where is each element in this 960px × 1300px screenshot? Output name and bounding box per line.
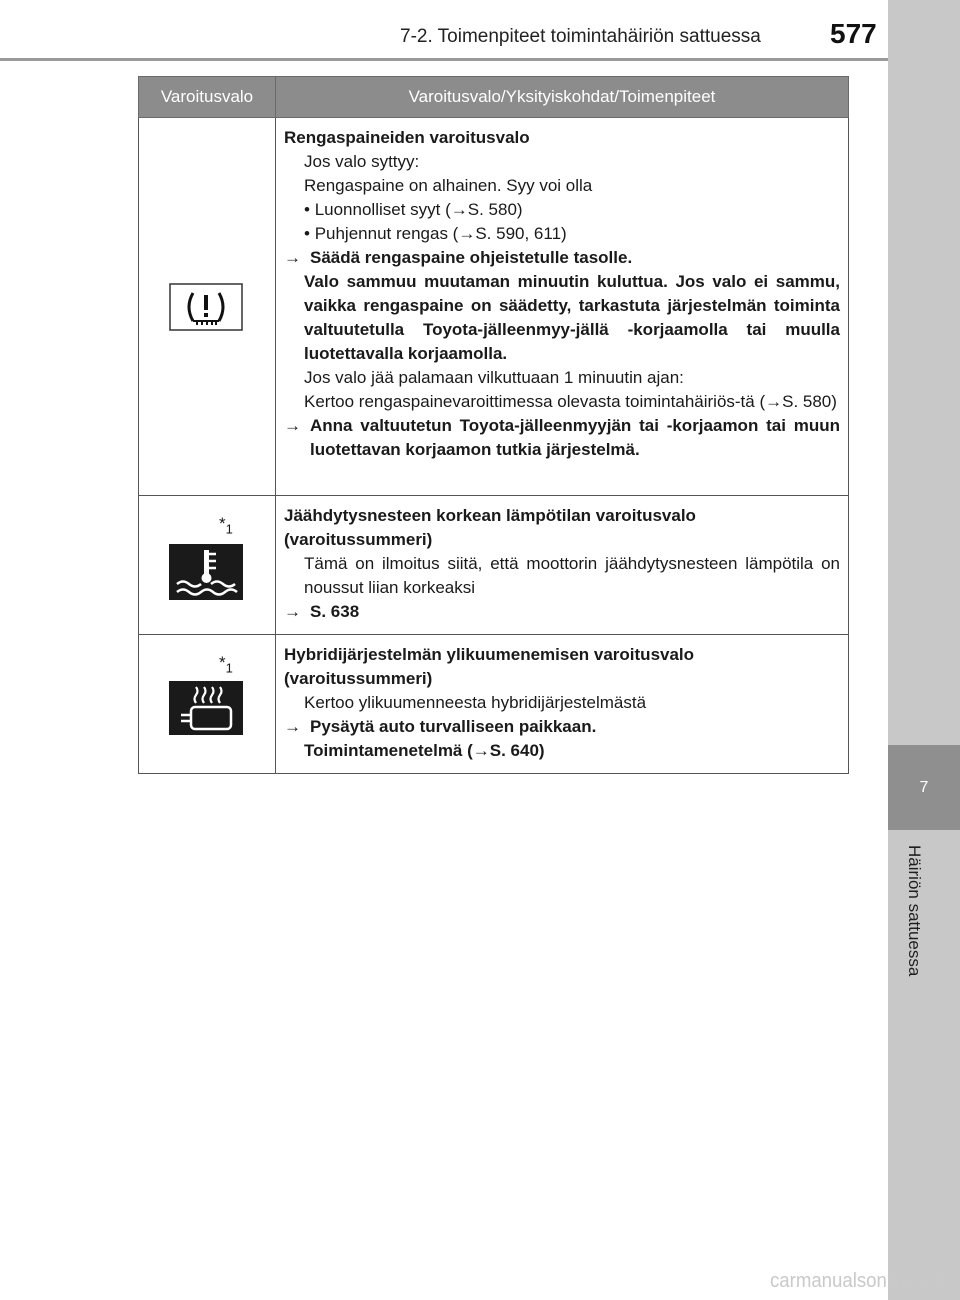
icon-cell — [139, 496, 276, 635]
table-row — [139, 635, 849, 774]
details-cell — [276, 635, 849, 774]
column-header-light: Varoitusvalo — [139, 77, 276, 118]
icon-cell — [139, 635, 276, 774]
tire-pressure-warning-icon — [169, 283, 243, 331]
table-row — [139, 496, 849, 635]
arrow-icon: → — [284, 416, 301, 435]
action-text: Säädä rengaspaine ohjeistetulle tasolle. — [310, 248, 633, 267]
chapter-number-tab: 7 — [888, 745, 960, 830]
column-header-details: Varoitusvalo/Yksityiskohdat/Toimenpiteet — [276, 77, 849, 118]
table-row — [139, 118, 849, 496]
bullet-item: • Puhjennut rengas (→S. 590, 611) — [304, 224, 567, 243]
icon-cell — [139, 118, 276, 496]
action-text: Anna valtuutetun Toyota-jälleenmyyjän tai -korjaamon tai muun luotettavan korjaamon tutkia järjestelmä. — [310, 416, 840, 459]
bullet-text: Luonnolliset syyt (→S. 580) — [314, 200, 523, 219]
action-text: Pysäytä auto turvalliseen paikkaan. — [310, 717, 597, 736]
action-line — [284, 600, 840, 624]
action-detail: Valo sammuu muutaman minuutin kuluttua. Jos valo ei sammu, vaikka rengaspaine on säädetty, tarkastuta järjestelmän toiminta valtuutetulla Toyota-jälleenmyy-jällä -korjaamolla tai muulla luotettavalla korjaamolla. — [304, 272, 840, 363]
bullet-item: • Luonnolliset syyt (→S. 580) — [304, 200, 523, 219]
action-line — [284, 414, 840, 462]
page-number: 577 — [830, 18, 877, 49]
side-tab-strip — [888, 0, 960, 1300]
footnote-number: 1 — [225, 660, 233, 676]
text-line: Kertoo ylikuumenneesta hybridijärjestelmästä — [304, 693, 647, 712]
row-title: Rengaspaineiden varoitusvalo — [284, 128, 530, 147]
details-cell — [276, 118, 849, 496]
chapter-title: Häiriön sattuessa — [905, 845, 924, 977]
text-line: Jos valo jää palamaan vilkuttuaan 1 minuutin ajan: — [304, 368, 684, 387]
row-title: Hybridijärjestelmän ylikuumenemisen varoitusvalo (varoitussummeri) — [284, 645, 695, 688]
header-divider — [0, 58, 888, 61]
arrow-icon: → — [284, 602, 301, 621]
text-line: Tämä on ilmoitus siitä, että moottorin jäähdytysnesteen lämpötila on noussut liian korkeaksi — [304, 554, 840, 597]
bullet-text: Puhjennut rengas (→S. 590, 611) — [314, 224, 567, 243]
action-line — [284, 246, 840, 270]
row-title: Jäähdytysnesteen korkean lämpötilan varoitusvalo (varoitussummeri) — [284, 506, 696, 549]
section-title: 7-2. Toimenpiteet toimintahäiriön sattuessa — [400, 26, 761, 47]
action-line — [284, 715, 840, 739]
hybrid-system-overheat-icon — [169, 681, 243, 729]
details-cell — [276, 496, 849, 635]
footnote-marker: $*_1$ — [219, 514, 233, 537]
watermark: carmanualsonline.info — [770, 1270, 951, 1292]
warning-light-table — [138, 76, 849, 774]
table-header-row — [139, 77, 849, 118]
action-text: S. 638 — [310, 602, 360, 621]
footnote-number: 1 — [225, 521, 233, 537]
text-line: Rengaspaine on alhainen. Syy voi olla — [304, 176, 593, 195]
action-detail: Toimintamenetelmä (→S. 640) — [304, 741, 545, 760]
arrow-icon: → — [284, 717, 301, 736]
text-line: Jos valo syttyy: — [304, 152, 420, 171]
coolant-temperature-icon — [169, 544, 243, 592]
text-line: Kertoo rengaspainevaroittimessa olevasta toimintahäiriös-tä (→S. 580) — [304, 392, 837, 411]
arrow-icon: → — [284, 248, 301, 267]
footnote-marker: $*_1$ — [219, 653, 233, 676]
